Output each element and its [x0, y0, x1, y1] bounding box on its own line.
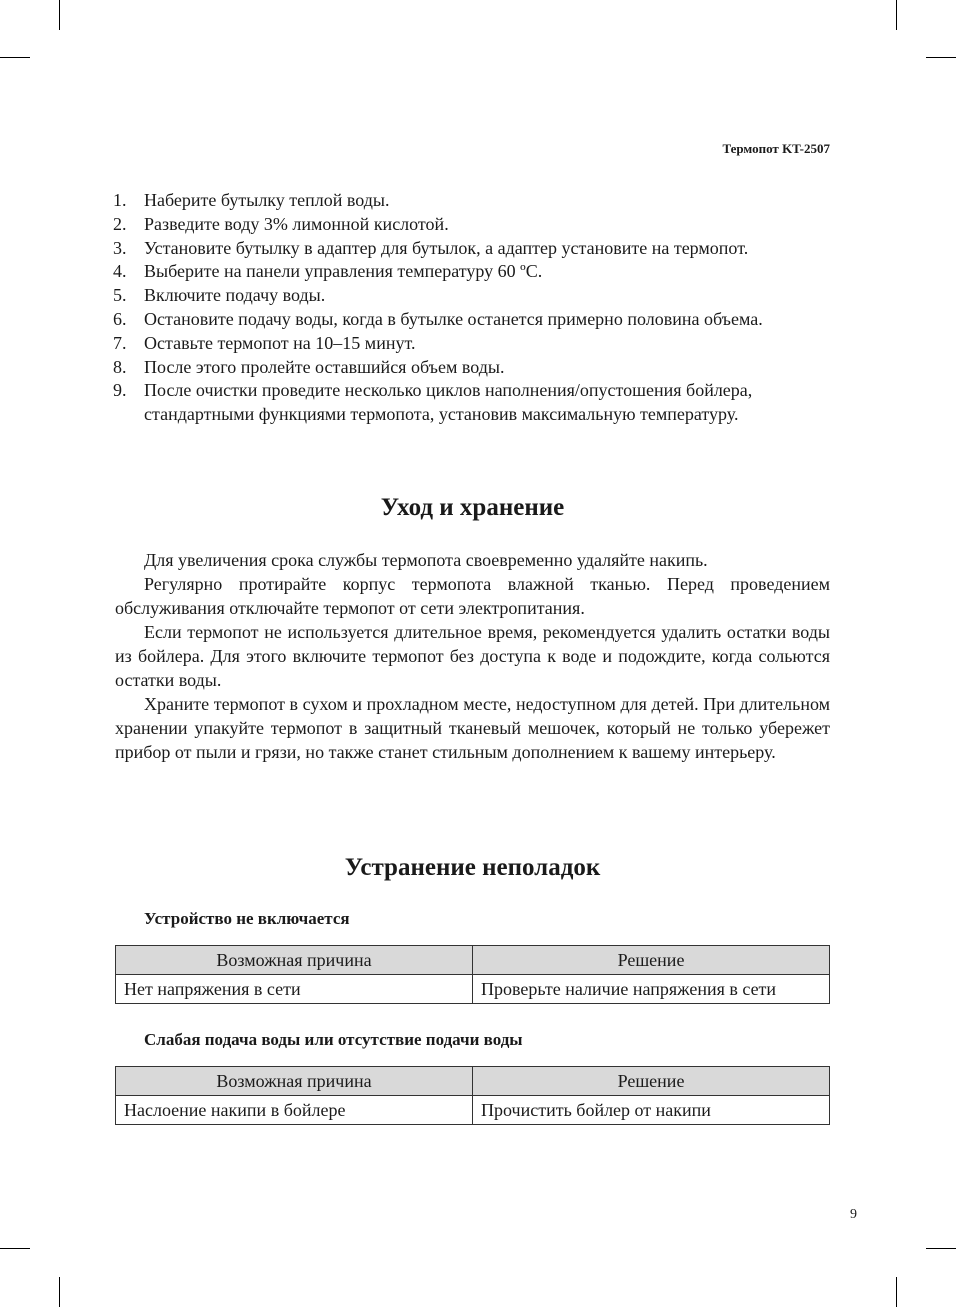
- list-item: [113, 213, 853, 237]
- table-row: [116, 1096, 830, 1125]
- cause-cell: Наслоение накипи в бойлере: [116, 1096, 473, 1125]
- page-number: 9: [850, 1207, 857, 1222]
- solution-cell: Проверьте наличие напряжения в сети: [473, 975, 830, 1004]
- crop-mark: [896, 0, 897, 30]
- crop-mark: [926, 1248, 956, 1249]
- cleaning-steps-list: [113, 189, 853, 427]
- table-header-row: [116, 946, 830, 975]
- step-number: 1.: [113, 190, 127, 210]
- crop-mark: [896, 1277, 897, 1307]
- list-item: [113, 332, 853, 356]
- step-text: Остановите подачу воды, когда в бутылке останется примерно половина объема.: [144, 308, 763, 329]
- crop-mark: [0, 57, 30, 58]
- table-row: [116, 975, 830, 1004]
- list-item: [113, 260, 853, 284]
- step-number: 9.: [113, 380, 127, 401]
- step-number: 7.: [113, 332, 127, 353]
- table-header-row: [116, 1067, 830, 1096]
- troubleshooting-table: [115, 945, 830, 1004]
- step-text: Включите подачу воды.: [144, 285, 326, 306]
- step-number: 6.: [113, 308, 127, 329]
- step-number: 8.: [113, 356, 127, 377]
- step-number: 2.: [113, 213, 127, 234]
- paragraph: Регулярно протирайте корпус термопота влажной тканью. Перед проведением обслуживания отключайте термопот от сети электропитания.: [115, 574, 830, 618]
- list-item: [113, 356, 853, 380]
- crop-mark: [59, 1277, 60, 1307]
- step-text: Оставьте термопот на 10–15 минут.: [144, 332, 416, 353]
- list-item: [113, 284, 853, 308]
- running-header: Термопот KT-2507: [722, 141, 830, 156]
- cause-cell: Нет напряжения в сети: [116, 975, 473, 1004]
- step-text: После очистки проведите несколько циклов наполнения/опустошения бойлера, стандартными функциями термопота, установив максимальную температуру.: [144, 380, 753, 425]
- troubleshooting-section-title: Устранение неполадок: [344, 854, 601, 881]
- column-header-solution: Решение: [473, 946, 830, 975]
- column-header-solution: Решение: [473, 1067, 830, 1096]
- list-item: [113, 237, 853, 261]
- step-text: После этого пролейте оставшийся объем воды.: [144, 356, 505, 377]
- step-text: Выберите на панели управления температуру 60 ºC.: [144, 261, 543, 282]
- crop-mark: [0, 1248, 30, 1249]
- list-item: [113, 379, 853, 427]
- care-section-body: [115, 548, 830, 764]
- list-item: [113, 308, 853, 332]
- paragraph: Если термопот не используется длительное время, рекомендуется удалить остатки воды из бойлера. Для этого включите термопот без доступа к воде и подождите, когда сольются остатки воды.: [115, 622, 830, 690]
- column-header-cause: Возможная причина: [116, 946, 473, 975]
- crop-mark: [59, 0, 60, 30]
- step-text: Наберите бутылку теплой воды.: [144, 190, 390, 210]
- troubleshooting-table: [115, 1066, 830, 1125]
- step-number: 3.: [113, 237, 127, 258]
- care-section-title: Уход и хранение: [380, 494, 565, 521]
- step-text: Установите бутылку в адаптер для бутылок, а адаптер установите на термопот.: [144, 237, 749, 258]
- paragraph: Для увеличения срока службы термопота своевременно удаляйте накипь.: [144, 550, 708, 570]
- step-number: 4.: [113, 261, 127, 282]
- step-text: Разведите воду 3% лимонной кислотой.: [144, 213, 449, 234]
- list-item: [113, 189, 853, 213]
- solution-cell: Прочистить бойлер от накипи: [473, 1096, 830, 1125]
- problem-heading: Слабая подача воды или отсутствие подачи воды: [144, 1030, 523, 1049]
- step-number: 5.: [113, 285, 127, 306]
- problem-heading: Устройство не включается: [144, 909, 350, 928]
- crop-mark: [926, 57, 956, 58]
- column-header-cause: Возможная причина: [116, 1067, 473, 1096]
- paragraph: Храните термопот в сухом и прохладном месте, недоступном для детей. При длительном хранении упакуйте термопот в защитный тканевый мешочек, который не только убережет прибор от пыли и грязи, но также станет стильным дополнением к вашему интерьеру.: [115, 694, 830, 762]
